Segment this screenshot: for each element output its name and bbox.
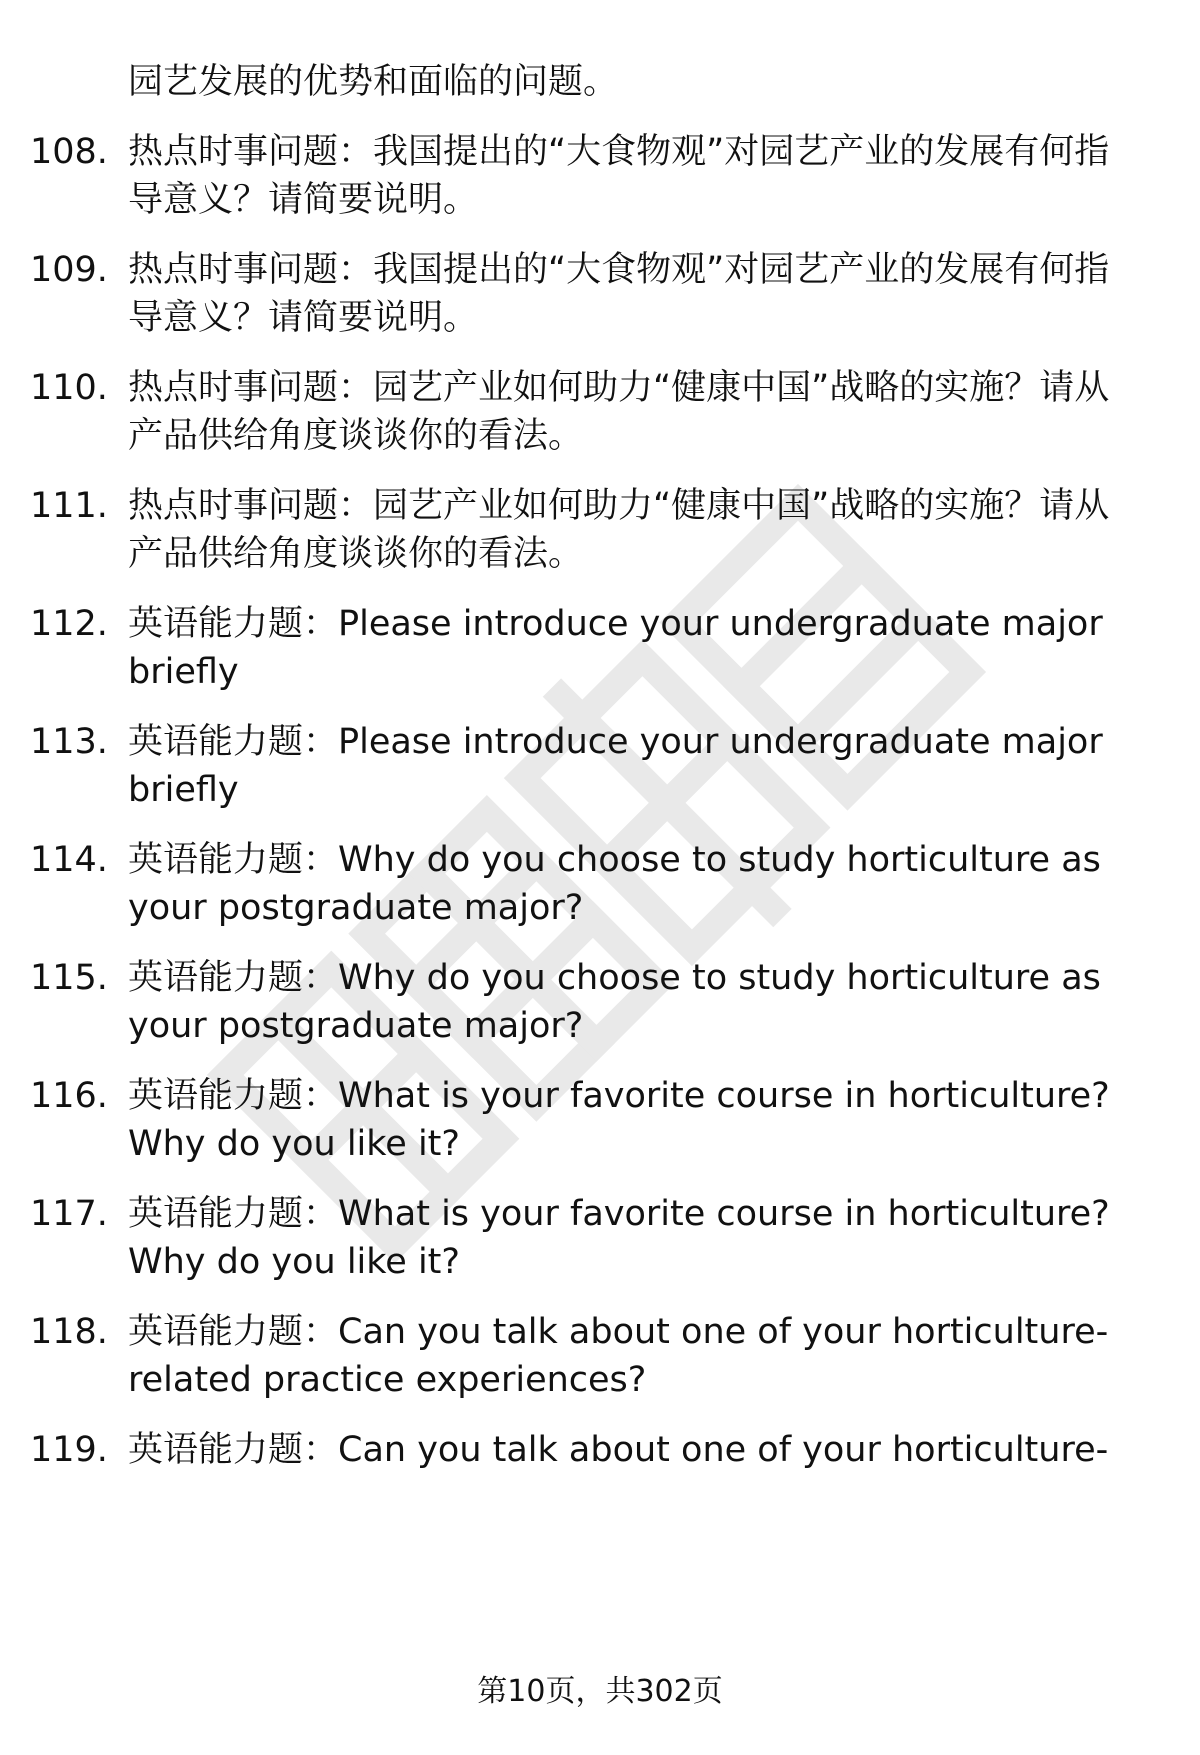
question-number: 115. xyxy=(30,958,108,998)
question-number: 113. xyxy=(30,722,108,762)
question-item xyxy=(30,364,1150,460)
question-text: 英语能力题：Can you talk about one of your horticulture-related practice experiences? xyxy=(128,1312,1109,1400)
question-item xyxy=(30,718,1150,814)
question-item xyxy=(30,246,1150,342)
question-number: 116. xyxy=(30,1076,108,1116)
question-item xyxy=(30,128,1150,224)
question-number: 119. xyxy=(30,1430,108,1470)
question-text: 热点时事问题：园艺产业如何助力“健康中国”战略的实施？请从产品供给角度谈谈你的看法。 xyxy=(128,486,1110,574)
question-item xyxy=(30,1190,1150,1286)
question-number: 114. xyxy=(30,840,108,880)
question-item xyxy=(30,954,1150,1050)
question-number: 111. xyxy=(30,486,108,526)
question-text: 英语能力题：Can you talk about one of your horticulture- xyxy=(128,1430,1109,1470)
page-footer: 第10页，共302页 xyxy=(477,1674,723,1709)
question-number: 108. xyxy=(30,132,108,172)
question-number: 110. xyxy=(30,368,108,408)
question-item xyxy=(30,1308,1150,1404)
question-text: 英语能力题：Why do you choose to study horticulture as your postgraduate major? xyxy=(128,840,1101,928)
question-item xyxy=(30,1072,1150,1168)
question-text: 英语能力题：What is your favorite course in horticulture? Why do you like it? xyxy=(128,1076,1110,1164)
question-item xyxy=(30,600,1150,696)
question-text: 英语能力题：What is your favorite course in horticulture? Why do you like it? xyxy=(128,1194,1110,1282)
question-number: 118. xyxy=(30,1312,108,1352)
continued-question-text: 园艺发展的优势和面临的问题。 xyxy=(128,62,619,102)
question-text: 英语能力题：Please introduce your undergraduate major briefly xyxy=(128,604,1103,692)
question-number: 117. xyxy=(30,1194,108,1234)
question-text: 英语能力题：Please introduce your undergraduate major briefly xyxy=(128,722,1103,810)
question-item xyxy=(30,482,1150,578)
question-item xyxy=(30,836,1150,932)
question-text: 英语能力题：Why do you choose to study horticulture as your postgraduate major? xyxy=(128,958,1101,1046)
question-number: 109. xyxy=(30,250,108,290)
question-number: 112. xyxy=(30,604,108,644)
question-item xyxy=(30,1426,1150,1474)
question-text: 热点时事问题：我国提出的“大食物观”对园艺产业的发展有何指导意义？请简要说明。 xyxy=(128,132,1110,220)
question-text: 热点时事问题：我国提出的“大食物观”对园艺产业的发展有何指导意义？请简要说明。 xyxy=(128,250,1110,338)
question-text: 热点时事问题：园艺产业如何助力“健康中国”战略的实施？请从产品供给角度谈谈你的看法。 xyxy=(128,368,1110,456)
